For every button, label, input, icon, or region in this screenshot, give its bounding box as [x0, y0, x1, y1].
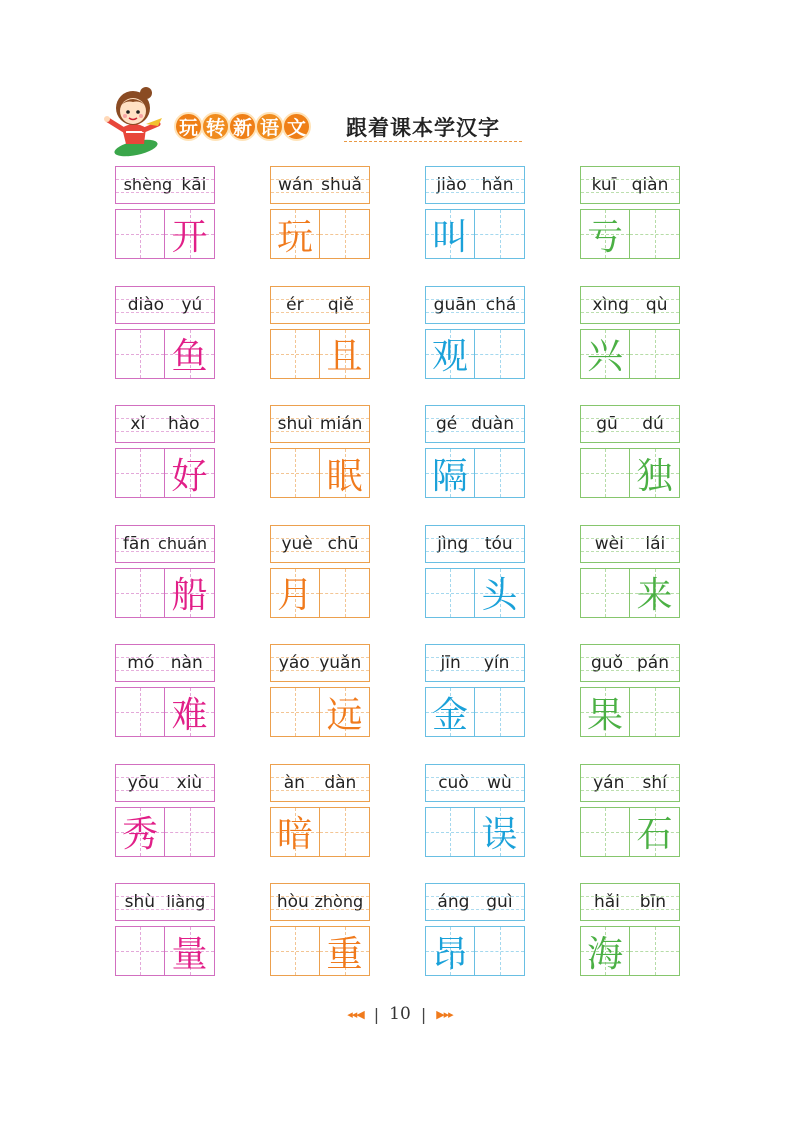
tianzige-pair [425, 448, 525, 498]
character-cell [165, 329, 215, 379]
title-char: 语 [255, 112, 284, 141]
character-cell [165, 687, 215, 737]
pinyin-syllable: duàn [471, 414, 514, 434]
blank-writing-cell[interactable] [475, 448, 525, 498]
pinyin-syllable: yín [483, 653, 510, 673]
title-char: 转 [201, 112, 230, 141]
pinyin-syllable: yán [593, 772, 625, 793]
character-cell [320, 448, 370, 498]
blank-writing-cell[interactable] [475, 329, 525, 379]
pinyin-box [425, 286, 525, 324]
pinyin-row [581, 295, 679, 315]
pinyin-syllable: guǒ [591, 653, 623, 673]
blank-writing-cell[interactable] [475, 687, 525, 737]
word-card [425, 286, 525, 399]
blank-writing-cell[interactable] [115, 926, 165, 976]
hanzi-character: 开 [171, 216, 208, 258]
pinyin-syllable: shuǎ [321, 175, 362, 195]
pinyin-syllable: hào [167, 414, 200, 434]
hanzi-character: 兴 [586, 336, 623, 377]
character-cell [580, 926, 630, 976]
pinyin-row [271, 295, 369, 315]
character-cell [270, 568, 320, 618]
pinyin-syllable: guān [433, 294, 477, 315]
pinyin-syllable: yōu [127, 772, 160, 793]
pinyin-box [425, 764, 525, 802]
next-arrows-icon: ▶▸▸ [436, 1007, 453, 1021]
word-card [115, 644, 215, 757]
blank-writing-cell[interactable] [630, 329, 680, 379]
tianzige-pair [580, 807, 680, 857]
page-number: 10 [389, 1004, 411, 1024]
pinyin-syllable: bīn [639, 892, 667, 912]
word-card [580, 764, 680, 877]
pinyin-syllable: chá [485, 294, 517, 315]
pinyin-box [270, 525, 370, 563]
pinyin-row [271, 773, 369, 793]
pinyin-syllable: kāi [181, 175, 207, 195]
pinyin-box [425, 405, 525, 443]
pinyin-syllable: lái [645, 533, 666, 554]
hanzi-character: 船 [171, 575, 208, 616]
character-cell [320, 687, 370, 737]
pinyin-row [271, 175, 369, 195]
tianzige-pair [425, 687, 525, 737]
pinyin-row [116, 175, 214, 195]
pinyin-box [580, 405, 680, 443]
character-cell [425, 448, 475, 498]
pinyin-syllable: xǐ [130, 414, 146, 434]
pinyin-syllable: shuì [277, 414, 313, 434]
pinyin-syllable: gū [596, 414, 618, 434]
hanzi-character: 石 [636, 814, 673, 855]
tianzige-pair [425, 209, 525, 259]
word-card [580, 883, 680, 996]
pinyin-syllable: gé [435, 414, 458, 434]
tianzige-pair [115, 209, 215, 259]
blank-writing-cell[interactable] [475, 209, 525, 259]
pinyin-syllable: qiě [327, 294, 354, 315]
pinyin-syllable: hǎn [481, 175, 514, 195]
pinyin-row [581, 175, 679, 195]
hanzi-character: 头 [481, 575, 518, 616]
tianzige-pair [580, 448, 680, 498]
blank-writing-cell[interactable] [320, 807, 370, 857]
character-cell [425, 329, 475, 379]
pinyin-row [581, 773, 679, 793]
character-cell [630, 448, 680, 498]
pinyin-row [116, 534, 214, 554]
tianzige-pair [270, 329, 370, 379]
character-cell [475, 568, 525, 618]
pinyin-syllable: diào [127, 294, 165, 315]
tianzige-pair [270, 568, 370, 618]
pinyin-syllable: liàng [166, 892, 206, 911]
pinyin-syllable: guì [486, 892, 513, 912]
pinyin-box [115, 166, 215, 204]
pinyin-syllable: yuǎn [319, 653, 362, 673]
pinyin-syllable: hǎi [593, 892, 620, 912]
tianzige-pair [115, 448, 215, 498]
blank-writing-cell[interactable] [425, 568, 475, 618]
section-subtitle: 跟着课本学汉字 [346, 116, 500, 140]
tianzige-pair [270, 448, 370, 498]
pinyin-box [580, 644, 680, 682]
hanzi-character: 鱼 [171, 336, 208, 377]
tianzige-pair [580, 209, 680, 259]
pinyin-syllable: mó [127, 653, 155, 673]
pinyin-syllable: chū [327, 533, 359, 554]
pinyin-box [115, 405, 215, 443]
title-char: 新 [228, 112, 257, 141]
word-card [425, 166, 525, 279]
tianzige-pair [270, 687, 370, 737]
character-cell [165, 209, 215, 259]
word-card [115, 405, 215, 518]
hanzi-character: 远 [326, 694, 363, 736]
hanzi-character: 暗 [276, 814, 313, 855]
pinyin-box [270, 644, 370, 682]
pinyin-row [271, 534, 369, 554]
blank-writing-cell[interactable] [320, 209, 370, 259]
blank-writing-cell[interactable] [270, 687, 320, 737]
pinyin-syllable: shí [642, 772, 667, 793]
word-card [115, 525, 215, 638]
hanzi-character: 果 [586, 694, 623, 736]
word-card [270, 286, 370, 399]
pinyin-row [116, 653, 214, 673]
pinyin-syllable: yáo [278, 653, 310, 673]
pinyin-row [271, 414, 369, 434]
hanzi-character: 好 [171, 455, 208, 497]
character-cell [475, 807, 525, 857]
pinyin-box [270, 166, 370, 204]
hanzi-character: 隔 [431, 455, 468, 497]
word-card [580, 286, 680, 399]
character-cell [580, 687, 630, 737]
word-card [425, 764, 525, 877]
pinyin-syllable: jīn [440, 653, 461, 673]
hanzi-character: 重 [326, 933, 363, 975]
pinyin-syllable: dú [642, 414, 664, 434]
pinyin-row [116, 773, 214, 793]
pinyin-syllable: jìng [437, 533, 469, 554]
blank-writing-cell[interactable] [475, 926, 525, 976]
word-card [425, 525, 525, 638]
word-card [425, 644, 525, 757]
hanzi-character: 亏 [586, 216, 623, 258]
pinyin-box [115, 764, 215, 802]
pinyin-row [116, 414, 214, 434]
pinyin-syllable: zhòng [314, 892, 364, 911]
pinyin-syllable: shù [124, 892, 156, 912]
tianzige-pair [115, 926, 215, 976]
character-cell [580, 329, 630, 379]
page-footer [330, 1000, 470, 1028]
word-card [115, 166, 215, 279]
pinyin-row [426, 534, 524, 554]
character-cell [425, 926, 475, 976]
pinyin-box [580, 883, 680, 921]
word-card [270, 525, 370, 638]
pinyin-syllable: mián [319, 414, 363, 434]
pinyin-box [270, 883, 370, 921]
word-card [115, 764, 215, 877]
character-cell [320, 926, 370, 976]
blank-writing-cell[interactable] [630, 209, 680, 259]
title-char: 玩 [174, 112, 203, 141]
tianzige-pair [270, 807, 370, 857]
pinyin-box [580, 764, 680, 802]
blank-writing-cell[interactable] [630, 687, 680, 737]
blank-writing-cell[interactable] [115, 329, 165, 379]
pinyin-syllable: tóu [484, 533, 513, 554]
mascot-girl-icon [100, 82, 180, 160]
pinyin-syllable: shèng [123, 175, 173, 194]
pinyin-syllable: dàn [324, 772, 357, 793]
pinyin-syllable: àn [283, 772, 305, 793]
series-title [174, 112, 309, 141]
character-cell [165, 448, 215, 498]
blank-writing-cell[interactable] [270, 448, 320, 498]
pinyin-syllable: nàn [170, 653, 203, 673]
blank-writing-cell[interactable] [165, 807, 215, 857]
blank-writing-cell[interactable] [115, 687, 165, 737]
word-card [580, 644, 680, 757]
tianzige-pair [580, 568, 680, 618]
pinyin-box [115, 525, 215, 563]
word-card [425, 883, 525, 996]
tianzige-pair [580, 687, 680, 737]
pinyin-row [426, 653, 524, 673]
hanzi-character: 眠 [326, 455, 363, 497]
hanzi-character: 难 [171, 694, 208, 736]
pinyin-row [426, 892, 524, 912]
subtitle-underline [344, 141, 522, 142]
pinyin-syllable: wèi [594, 533, 624, 554]
pinyin-box [270, 405, 370, 443]
pinyin-syllable: pán [636, 653, 669, 673]
pinyin-box [425, 644, 525, 682]
word-card [580, 405, 680, 518]
pinyin-syllable: yuè [281, 533, 313, 554]
tianzige-pair [270, 926, 370, 976]
pinyin-syllable: kuī [591, 175, 617, 195]
character-cell [165, 568, 215, 618]
pinyin-row [271, 892, 369, 912]
pinyin-row [271, 653, 369, 673]
tianzige-pair [425, 926, 525, 976]
hanzi-character: 误 [481, 814, 518, 855]
blank-writing-cell[interactable] [580, 807, 630, 857]
character-cell [115, 807, 165, 857]
pinyin-syllable: yú [181, 294, 203, 315]
pinyin-box [425, 883, 525, 921]
tianzige-pair [580, 329, 680, 379]
word-card [425, 405, 525, 518]
pinyin-row [116, 892, 214, 912]
page-header [100, 82, 540, 162]
tianzige-pair [115, 687, 215, 737]
pinyin-syllable: qù [645, 294, 668, 315]
character-cell [165, 926, 215, 976]
blank-writing-cell[interactable] [425, 807, 475, 857]
tianzige-pair [425, 568, 525, 618]
hanzi-character: 且 [326, 336, 363, 377]
pinyin-box [270, 764, 370, 802]
hanzi-character: 独 [636, 455, 673, 497]
blank-writing-cell[interactable] [580, 448, 630, 498]
character-cell [320, 329, 370, 379]
title-char: 文 [282, 112, 311, 141]
hanzi-character: 玩 [276, 216, 313, 258]
blank-writing-cell[interactable] [115, 209, 165, 259]
word-card [115, 286, 215, 399]
pinyin-box [425, 166, 525, 204]
pinyin-row [581, 892, 679, 912]
pinyin-syllable: áng [437, 892, 470, 912]
pinyin-syllable: fān [122, 533, 151, 554]
pinyin-row [581, 653, 679, 673]
blank-writing-cell[interactable] [115, 568, 165, 618]
pinyin-syllable: xiù [176, 772, 203, 793]
word-card [270, 644, 370, 757]
pinyin-syllable: wù [487, 772, 512, 793]
prev-arrows-icon: ◂◂◀ [347, 1007, 364, 1021]
character-cell [425, 687, 475, 737]
pinyin-box [115, 883, 215, 921]
blank-writing-cell[interactable] [115, 448, 165, 498]
tianzige-pair [425, 807, 525, 857]
tianzige-pair [115, 568, 215, 618]
divider: | [373, 1004, 380, 1024]
pinyin-box [425, 525, 525, 563]
pinyin-row [426, 414, 524, 434]
word-card [580, 166, 680, 279]
word-card [270, 405, 370, 518]
pinyin-row [581, 534, 679, 554]
hanzi-character: 观 [431, 336, 468, 377]
pinyin-syllable: xìng [592, 294, 629, 315]
pinyin-box [115, 644, 215, 682]
character-cell [270, 209, 320, 259]
pinyin-box [580, 286, 680, 324]
pinyin-syllable: jiào [436, 175, 467, 195]
character-cell [630, 568, 680, 618]
character-cell [425, 209, 475, 259]
word-card [270, 166, 370, 279]
tianzige-pair [115, 807, 215, 857]
hanzi-character: 月 [276, 575, 313, 616]
pinyin-syllable: chuán [158, 533, 208, 553]
pinyin-row [426, 773, 524, 793]
pinyin-box [115, 286, 215, 324]
pinyin-box [580, 525, 680, 563]
word-card [270, 883, 370, 996]
pinyin-syllable: hòu [276, 892, 309, 912]
tianzige-pair [425, 329, 525, 379]
word-card [580, 525, 680, 638]
tianzige-pair [270, 209, 370, 259]
divider: | [420, 1004, 427, 1024]
character-cell [630, 807, 680, 857]
hanzi-character: 金 [431, 694, 468, 736]
word-grid [115, 166, 680, 978]
word-card [270, 764, 370, 877]
blank-writing-cell[interactable] [270, 926, 320, 976]
blank-writing-cell[interactable] [630, 926, 680, 976]
word-card [115, 883, 215, 996]
hanzi-character: 量 [171, 933, 208, 975]
blank-writing-cell[interactable] [270, 329, 320, 379]
pinyin-syllable: qiàn [631, 175, 669, 195]
pinyin-box [270, 286, 370, 324]
hanzi-character: 叫 [431, 216, 468, 258]
pinyin-syllable: wán [278, 175, 314, 195]
blank-writing-cell[interactable] [320, 568, 370, 618]
pinyin-box [580, 166, 680, 204]
hanzi-character: 秀 [121, 814, 158, 855]
tianzige-pair [580, 926, 680, 976]
pinyin-row [426, 175, 524, 195]
pinyin-syllable: ér [286, 294, 304, 315]
character-cell [580, 209, 630, 259]
tianzige-pair [115, 329, 215, 379]
hanzi-character: 昂 [431, 933, 468, 975]
pinyin-row [426, 295, 524, 315]
pinyin-syllable: cuò [438, 772, 469, 793]
pinyin-row [116, 295, 214, 315]
pinyin-row [581, 414, 679, 434]
hanzi-character: 海 [586, 933, 623, 975]
blank-writing-cell[interactable] [580, 568, 630, 618]
hanzi-character: 来 [636, 575, 673, 616]
character-cell [270, 807, 320, 857]
